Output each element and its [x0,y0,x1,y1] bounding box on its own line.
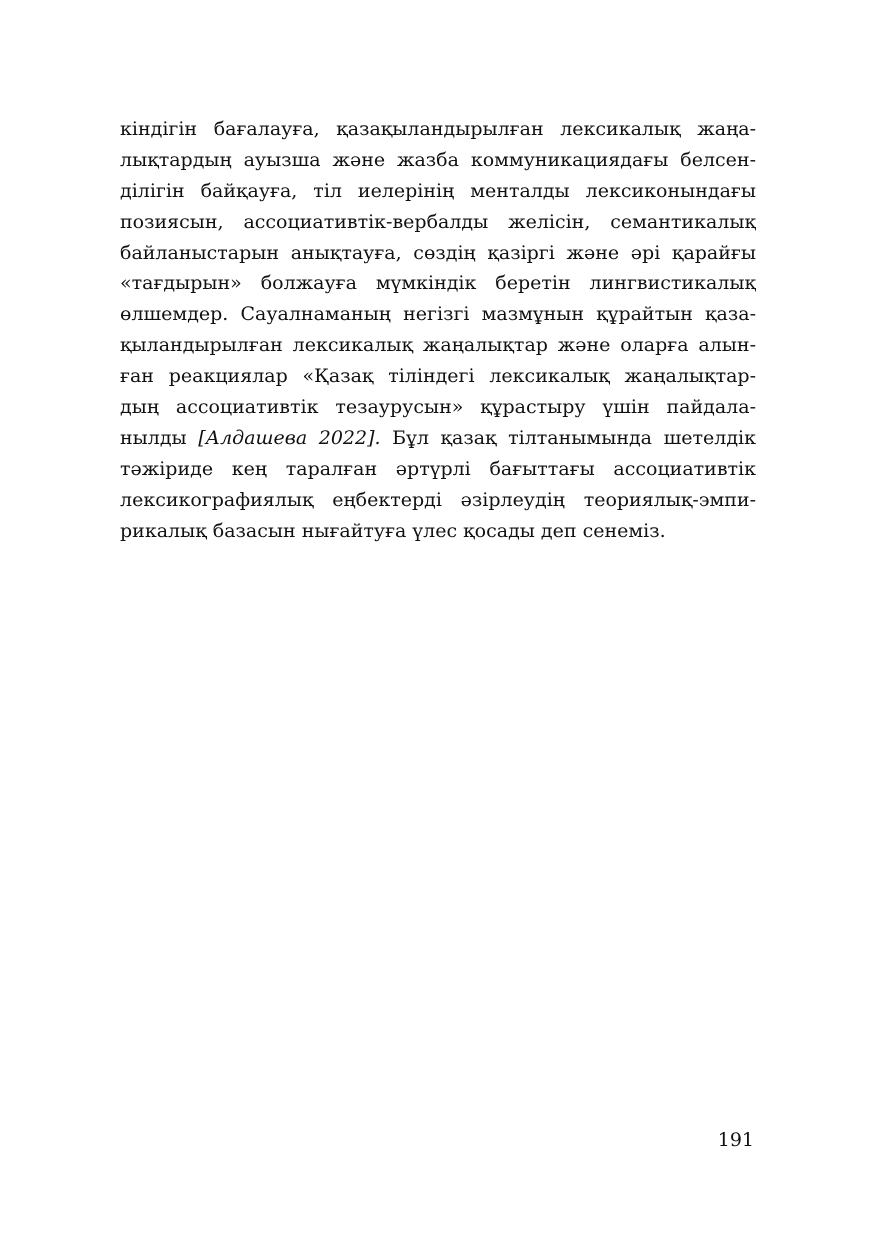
text-line: ділігін байқауға, тіл иелерінің менталды лексиконындағы [120,179,756,202]
text-line-with-citation [120,423,756,454]
text-line: лықтардың ауызша және жазба коммуникациядағы белсен- [120,148,756,171]
body-paragraph [120,114,756,546]
text-line: байланыстарын анықтауға, сөздің қазіргі және әрі қарайғы [120,241,756,264]
text-line: «тағдырын» болжауға мүмкіндік беретін лингвистикалық [120,272,756,295]
text-line: лексикографиялық еңбектерді әзірлеудің теориялық-эмпи- [120,488,756,511]
text-segment: нылды [120,426,199,449]
text-segment: Бұл қазақ тілтанымында шетелдік [380,426,756,449]
text-line: кіндігін бағалауға, қазақыландырылған лексикалық жаңа- [120,118,756,140]
text-line-last: рикалық базасын нығайтуға үлес қосады деп сенеміз. [120,519,666,542]
text-line: өлшемдер. Сауалнаманың негізгі мазмұнын құрайтын қаза- [120,303,756,326]
text-line: тәжіриде кең таралған әртүрлі бағыттағы ассоциативтік [120,457,756,480]
text-line: ған реакциялар «Қазақ тіліндегі лексикалық жаңалықтар- [120,365,756,388]
citation: [Алдашева 2022]. [198,426,381,449]
text-line: дың ассоциативтік тезаурусын» құрастыру үшін пайдала- [120,396,756,419]
page-number: 191 [717,1129,754,1151]
text-line: қыландырылған лексикалық жаңалықтар және оларға алын- [120,334,756,357]
text-line: позиясын, ассоциативтік-вербалды желісін, семантикалық [120,210,756,233]
